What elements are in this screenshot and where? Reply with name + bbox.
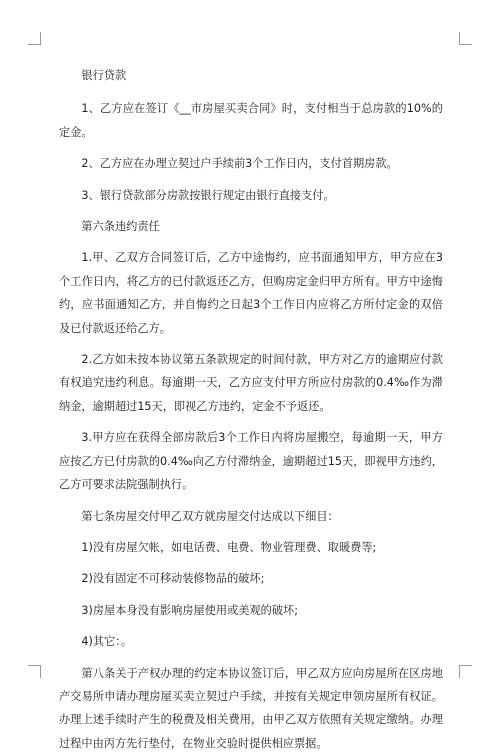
article-6-clause-1: 1.甲、乙双方合同签订后，乙方中途悔约，应书面通知甲方，甲方应在3个工作日内，将乙方的已付款返还乙方，但购房定金归甲方所有。甲方中途悔约，应书面通知乙方，并自悔约之日起3个工作日内应将乙方所付定金的双倍及已付款返还给乙方。	[59, 251, 443, 335]
article-7-item-2: 2)没有固定不可移动装修物品的破坏;	[81, 572, 265, 586]
document-body	[59, 64, 443, 755]
section-heading-bank-loan: 银行贷款	[81, 69, 127, 82]
article-7-item-4: 4)其它：。	[81, 635, 133, 649]
article-6-clause-2: 2.乙方如未按本协议第五条款规定的时间付款，甲方对乙方的逾期应付款有权追究违约利息。每逾期一天，乙方应支付甲方所应付房款的0.4‰作为滞纳金，逾期超过15天，即视乙方违约，定金不予返还。	[59, 353, 443, 413]
clause-bank-payment: 3、银行贷款部分房款按银行规定由银行直接支付。	[81, 188, 335, 202]
article-6-heading: 第六条违约责任	[81, 220, 160, 234]
clause-deposit: 1、乙方应在签订《__市房屋买卖合同》时，支付相当于总房款的10%的定金。	[59, 102, 443, 139]
crop-mark-bottom-right	[459, 665, 472, 678]
article-8-paragraph: 第八条关于产权办理的约定本协议签订后，甲乙双方应向房屋所在区房地产交易所申请办理房屋买卖立契过户手续，并按有关规定申领房屋所有权证。办理上述手续时产生的税费及相关费用，由甲乙双方依照有关规定缴纳。办理过程中由丙方先行垫付，在物业交验时提供相应票据。	[59, 666, 443, 750]
crop-mark-top-left	[28, 32, 41, 45]
clause-first-payment: 2、乙方应在办理立契过户手续前3个工作日内，支付首期房款。	[81, 157, 398, 171]
article-7-heading: 第七条房屋交付甲乙双方就房屋交付达成以下细目：	[81, 509, 339, 523]
article-7-item-1: 1)没有房屋欠帐，如电话费、电费、物业管理费、取暖费等;	[81, 540, 377, 554]
article-7-item-3: 3)房屋本身没有影响房屋使用或美观的破坏;	[81, 603, 299, 617]
article-6-clause-3: 3.甲方应在获得全部房款后3个工作日内将房屋搬空，每逾期一天，甲方应按乙方已付房款的0.4‰向乙方付滞纳金，逾期超过15天，即视甲方违约，乙方可要求法院强制执行。	[59, 431, 443, 492]
crop-mark-top-right	[459, 32, 472, 45]
crop-mark-bottom-left	[28, 665, 41, 678]
